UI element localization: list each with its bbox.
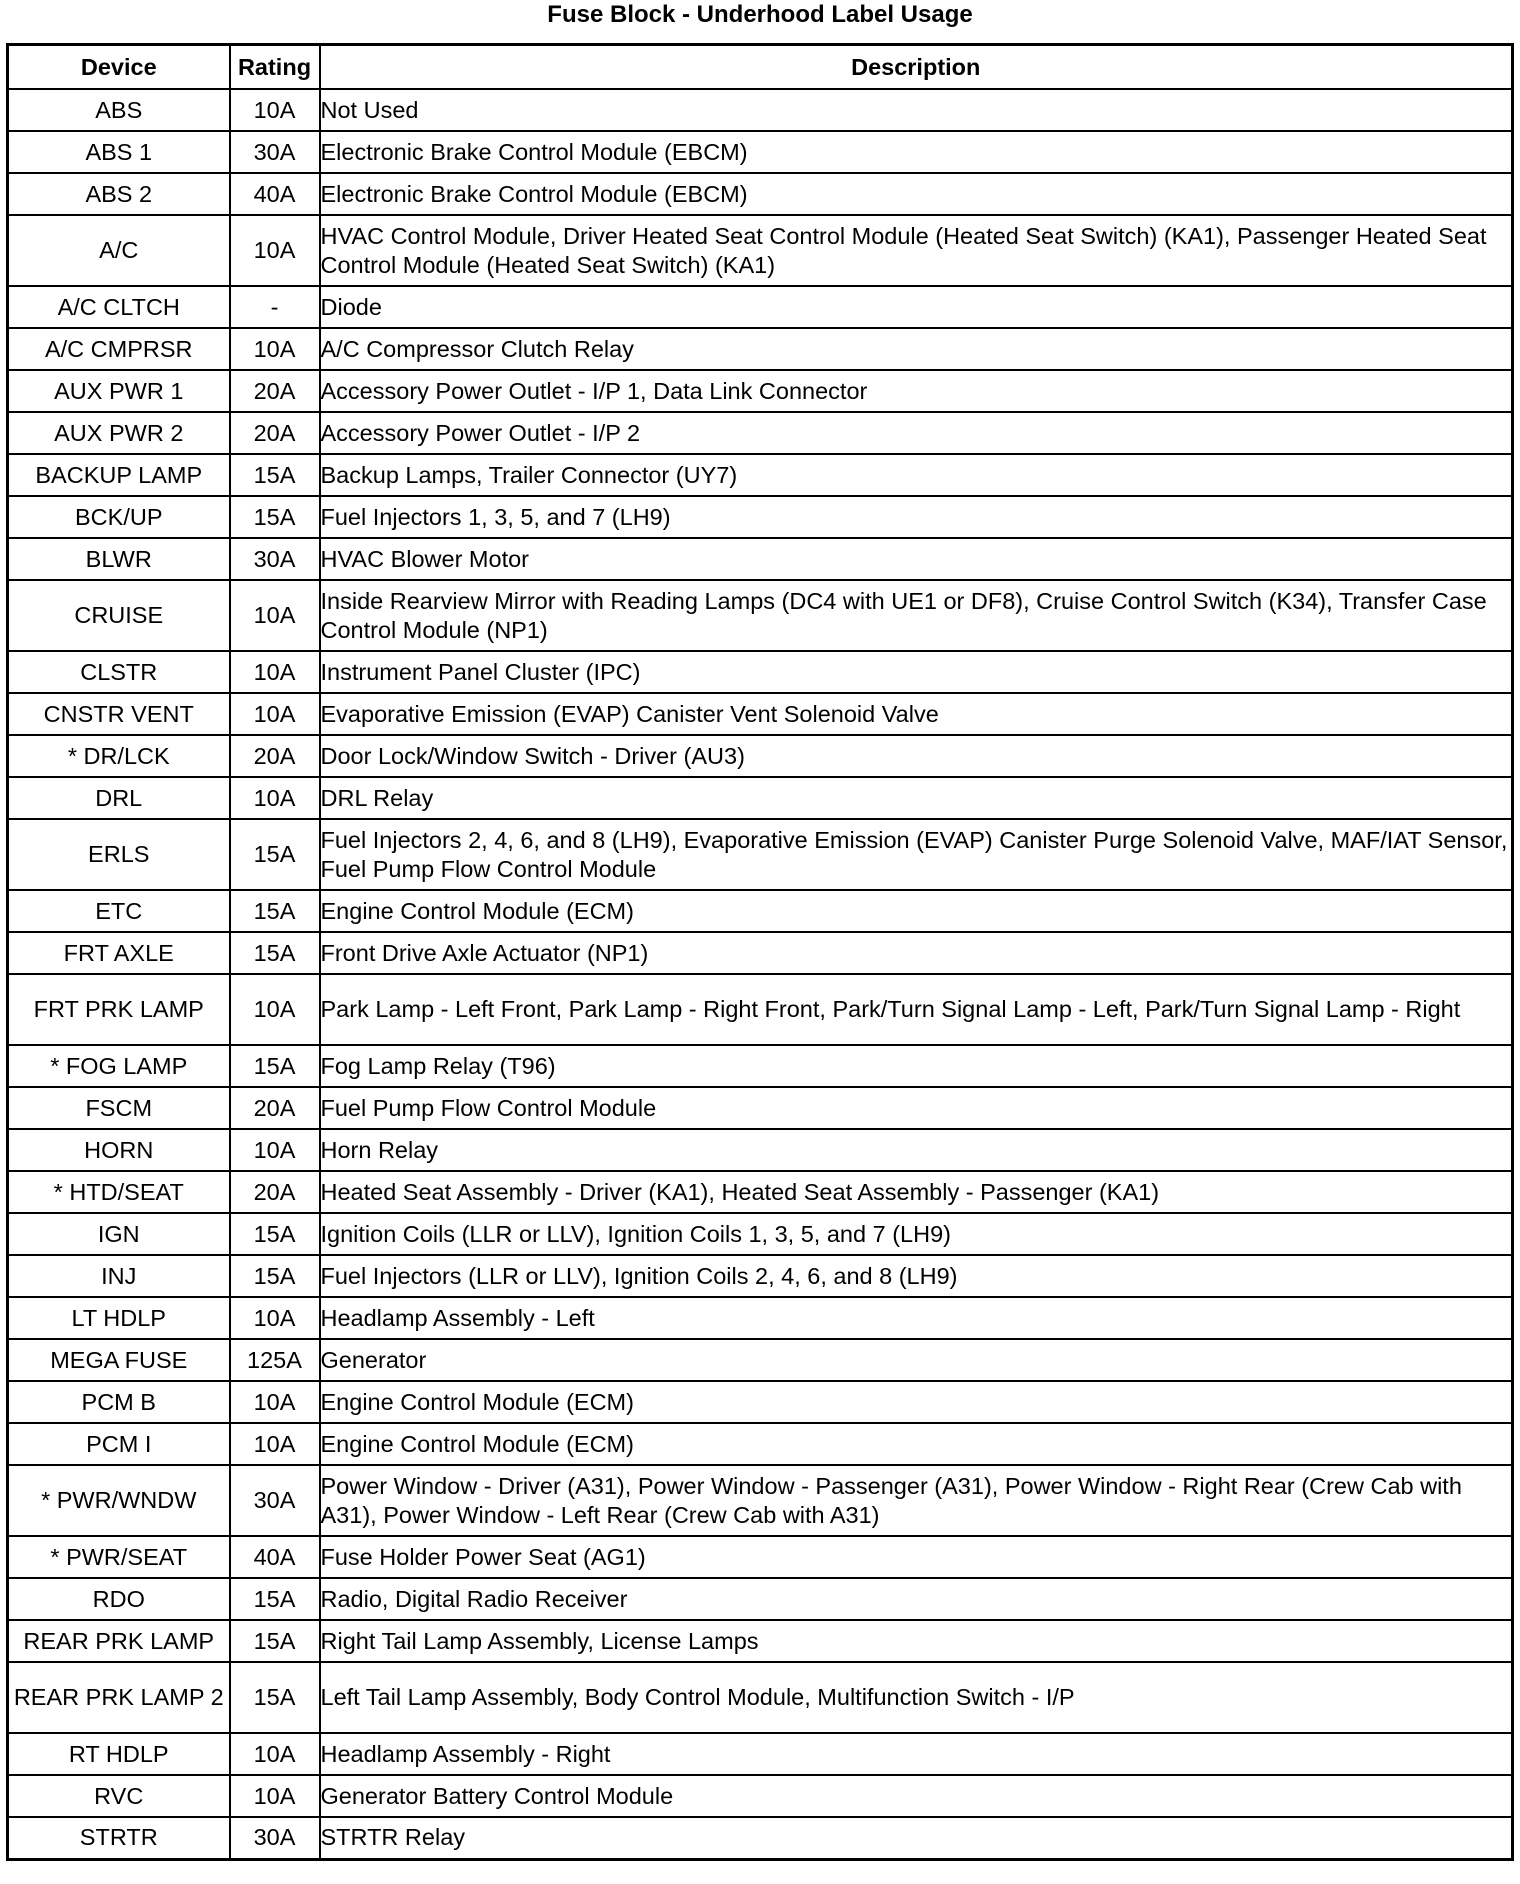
cell-rating: 40A: [230, 173, 320, 215]
table-row: [8, 580, 1513, 651]
cell-rating: 10A: [230, 974, 320, 1045]
cell-rating: 30A: [230, 131, 320, 173]
cell-rating: 15A: [230, 454, 320, 496]
cell-description: Generator Battery Control Module: [320, 1775, 1513, 1817]
cell-device: * HTD/SEAT: [8, 1171, 230, 1213]
cell-rating: 15A: [230, 890, 320, 932]
cell-device: ETC: [8, 890, 230, 932]
table-row: [8, 328, 1513, 370]
cell-rating: 15A: [230, 932, 320, 974]
table-row: [8, 1733, 1513, 1775]
cell-rating: 20A: [230, 735, 320, 777]
cell-description: Engine Control Module (ECM): [320, 1423, 1513, 1465]
cell-device: REAR PRK LAMP 2: [8, 1662, 230, 1733]
table-row: [8, 1381, 1513, 1423]
table-row: [8, 1255, 1513, 1297]
cell-description: A/C Compressor Clutch Relay: [320, 328, 1513, 370]
header-rating: Rating: [230, 45, 320, 90]
cell-description: Engine Control Module (ECM): [320, 890, 1513, 932]
cell-device: FRT PRK LAMP: [8, 974, 230, 1045]
cell-device: STRTR: [8, 1817, 230, 1859]
cell-device: FSCM: [8, 1087, 230, 1129]
cell-rating: 15A: [230, 496, 320, 538]
cell-description: Fuel Injectors (LLR or LLV), Ignition Coils 2, 4, 6, and 8 (LH9): [320, 1255, 1513, 1297]
cell-device: FRT AXLE: [8, 932, 230, 974]
cell-description: Fog Lamp Relay (T96): [320, 1045, 1513, 1087]
table-body: [8, 89, 1513, 1859]
table-row: [8, 370, 1513, 412]
table-row: [8, 777, 1513, 819]
cell-device: CNSTR VENT: [8, 693, 230, 735]
table-row: [8, 1171, 1513, 1213]
header-row: [8, 45, 1513, 90]
cell-description: Fuse Holder Power Seat (AG1): [320, 1536, 1513, 1578]
table-row: [8, 496, 1513, 538]
cell-device: LT HDLP: [8, 1297, 230, 1339]
table-row: [8, 1817, 1513, 1859]
cell-rating: 10A: [230, 580, 320, 651]
table-row: [8, 1297, 1513, 1339]
header-device: Device: [8, 45, 230, 90]
cell-rating: 15A: [230, 1662, 320, 1733]
cell-description: Front Drive Axle Actuator (NP1): [320, 932, 1513, 974]
cell-device: * PWR/SEAT: [8, 1536, 230, 1578]
cell-device: AUX PWR 2: [8, 412, 230, 454]
table-row: [8, 1087, 1513, 1129]
cell-rating: 10A: [230, 1733, 320, 1775]
cell-rating: 20A: [230, 412, 320, 454]
table-row: [8, 1339, 1513, 1381]
table-row: [8, 651, 1513, 693]
cell-device: ABS: [8, 89, 230, 131]
table-row: [8, 1578, 1513, 1620]
cell-description: Accessory Power Outlet - I/P 2: [320, 412, 1513, 454]
fuse-table: [6, 43, 1514, 1861]
cell-description: Horn Relay: [320, 1129, 1513, 1171]
cell-rating: 10A: [230, 1129, 320, 1171]
cell-device: IGN: [8, 1213, 230, 1255]
cell-description: HVAC Blower Motor: [320, 538, 1513, 580]
table-header: [8, 45, 1513, 90]
cell-rating: 40A: [230, 1536, 320, 1578]
cell-device: DRL: [8, 777, 230, 819]
cell-rating: 20A: [230, 1171, 320, 1213]
table-row: [8, 1620, 1513, 1662]
cell-rating: 10A: [230, 215, 320, 286]
cell-device: BCK/UP: [8, 496, 230, 538]
cell-device: ERLS: [8, 819, 230, 890]
table-row: [8, 1423, 1513, 1465]
cell-rating: 20A: [230, 370, 320, 412]
cell-rating: 30A: [230, 538, 320, 580]
table-row: [8, 735, 1513, 777]
cell-rating: 10A: [230, 1381, 320, 1423]
cell-description: Evaporative Emission (EVAP) Canister Vent Solenoid Valve: [320, 693, 1513, 735]
page-title: Fuse Block - Underhood Label Usage: [547, 1, 973, 28]
cell-device: REAR PRK LAMP: [8, 1620, 230, 1662]
cell-rating: 15A: [230, 819, 320, 890]
cell-description: Door Lock/Window Switch - Driver (AU3): [320, 735, 1513, 777]
cell-device: RDO: [8, 1578, 230, 1620]
table-row: [8, 1045, 1513, 1087]
cell-rating: -: [230, 286, 320, 328]
cell-device: RVC: [8, 1775, 230, 1817]
table-row: [8, 1129, 1513, 1171]
table-row: [8, 89, 1513, 131]
table-row: [8, 131, 1513, 173]
cell-description: Fuel Injectors 1, 3, 5, and 7 (LH9): [320, 496, 1513, 538]
cell-description: Electronic Brake Control Module (EBCM): [320, 131, 1513, 173]
cell-description: Fuel Pump Flow Control Module: [320, 1087, 1513, 1129]
cell-description: Diode: [320, 286, 1513, 328]
cell-description: Headlamp Assembly - Right: [320, 1733, 1513, 1775]
table-row: [8, 932, 1513, 974]
cell-rating: 10A: [230, 1297, 320, 1339]
cell-device: A/C: [8, 215, 230, 286]
cell-rating: 15A: [230, 1578, 320, 1620]
table-row: [8, 1465, 1513, 1536]
cell-rating: 10A: [230, 328, 320, 370]
cell-device: * DR/LCK: [8, 735, 230, 777]
cell-description: Park Lamp - Left Front, Park Lamp - Right Front, Park/Turn Signal Lamp - Left, Park/Turn Signal Lamp - Right: [320, 974, 1513, 1045]
cell-description: Right Tail Lamp Assembly, License Lamps: [320, 1620, 1513, 1662]
cell-description: Left Tail Lamp Assembly, Body Control Module, Multifunction Switch - I/P: [320, 1662, 1513, 1733]
cell-device: ABS 2: [8, 173, 230, 215]
table-row: [8, 173, 1513, 215]
cell-description: HVAC Control Module, Driver Heated Seat Control Module (Heated Seat Switch) (KA1), Passenger Heated Seat Control Module (Heated Seat Switch) (KA1): [320, 215, 1513, 286]
table-row: [8, 693, 1513, 735]
cell-device: A/C CMPRSR: [8, 328, 230, 370]
cell-description: Headlamp Assembly - Left: [320, 1297, 1513, 1339]
cell-description: Radio, Digital Radio Receiver: [320, 1578, 1513, 1620]
table-row: [8, 890, 1513, 932]
cell-device: HORN: [8, 1129, 230, 1171]
cell-rating: 15A: [230, 1255, 320, 1297]
table-row: [8, 819, 1513, 890]
cell-device: BLWR: [8, 538, 230, 580]
cell-rating: 15A: [230, 1620, 320, 1662]
table-row: [8, 412, 1513, 454]
cell-description: Not Used: [320, 89, 1513, 131]
cell-rating: 10A: [230, 1775, 320, 1817]
cell-rating: 10A: [230, 777, 320, 819]
cell-device: BACKUP LAMP: [8, 454, 230, 496]
cell-device: PCM B: [8, 1381, 230, 1423]
cell-device: A/C CLTCH: [8, 286, 230, 328]
table-row: [8, 454, 1513, 496]
cell-description: Electronic Brake Control Module (EBCM): [320, 173, 1513, 215]
cell-rating: 20A: [230, 1087, 320, 1129]
cell-device: RT HDLP: [8, 1733, 230, 1775]
cell-device: * PWR/WNDW: [8, 1465, 230, 1536]
table-row: [8, 1536, 1513, 1578]
cell-description: Engine Control Module (ECM): [320, 1381, 1513, 1423]
cell-rating: 10A: [230, 651, 320, 693]
cell-rating: 10A: [230, 693, 320, 735]
cell-rating: 15A: [230, 1213, 320, 1255]
table-row: [8, 286, 1513, 328]
cell-description: STRTR Relay: [320, 1817, 1513, 1859]
cell-rating: 15A: [230, 1045, 320, 1087]
table-row: [8, 974, 1513, 1045]
table-row: [8, 215, 1513, 286]
cell-device: PCM I: [8, 1423, 230, 1465]
cell-description: Fuel Injectors 2, 4, 6, and 8 (LH9), Evaporative Emission (EVAP) Canister Purge Solenoid Valve, MAF/IAT Sensor, Fuel Pump Flow Control Module: [320, 819, 1513, 890]
cell-description: Inside Rearview Mirror with Reading Lamps (DC4 with UE1 or DF8), Cruise Control Switch (K34), Transfer Case Control Module (NP1): [320, 580, 1513, 651]
cell-rating: 10A: [230, 89, 320, 131]
cell-rating: 30A: [230, 1465, 320, 1536]
table-row: [8, 1213, 1513, 1255]
table-row: [8, 1662, 1513, 1733]
cell-description: Backup Lamps, Trailer Connector (UY7): [320, 454, 1513, 496]
cell-device: ABS 1: [8, 131, 230, 173]
cell-device: INJ: [8, 1255, 230, 1297]
cell-rating: 125A: [230, 1339, 320, 1381]
cell-description: Generator: [320, 1339, 1513, 1381]
header-description: Description: [320, 45, 1513, 90]
cell-device: CRUISE: [8, 580, 230, 651]
cell-description: Ignition Coils (LLR or LLV), Ignition Coils 1, 3, 5, and 7 (LH9): [320, 1213, 1513, 1255]
cell-rating: 30A: [230, 1817, 320, 1859]
cell-description: DRL Relay: [320, 777, 1513, 819]
cell-description: Power Window - Driver (A31), Power Window - Passenger (A31), Power Window - Right Rear (Crew Cab with A31), Power Window - Left Rear (Crew Cab with A31): [320, 1465, 1513, 1536]
table-row: [8, 1775, 1513, 1817]
cell-device: CLSTR: [8, 651, 230, 693]
cell-device: MEGA FUSE: [8, 1339, 230, 1381]
cell-rating: 10A: [230, 1423, 320, 1465]
table-row: [8, 538, 1513, 580]
cell-description: Instrument Panel Cluster (IPC): [320, 651, 1513, 693]
cell-description: Heated Seat Assembly - Driver (KA1), Heated Seat Assembly - Passenger (KA1): [320, 1171, 1513, 1213]
cell-description: Accessory Power Outlet - I/P 1, Data Link Connector: [320, 370, 1513, 412]
cell-device: * FOG LAMP: [8, 1045, 230, 1087]
cell-device: AUX PWR 1: [8, 370, 230, 412]
